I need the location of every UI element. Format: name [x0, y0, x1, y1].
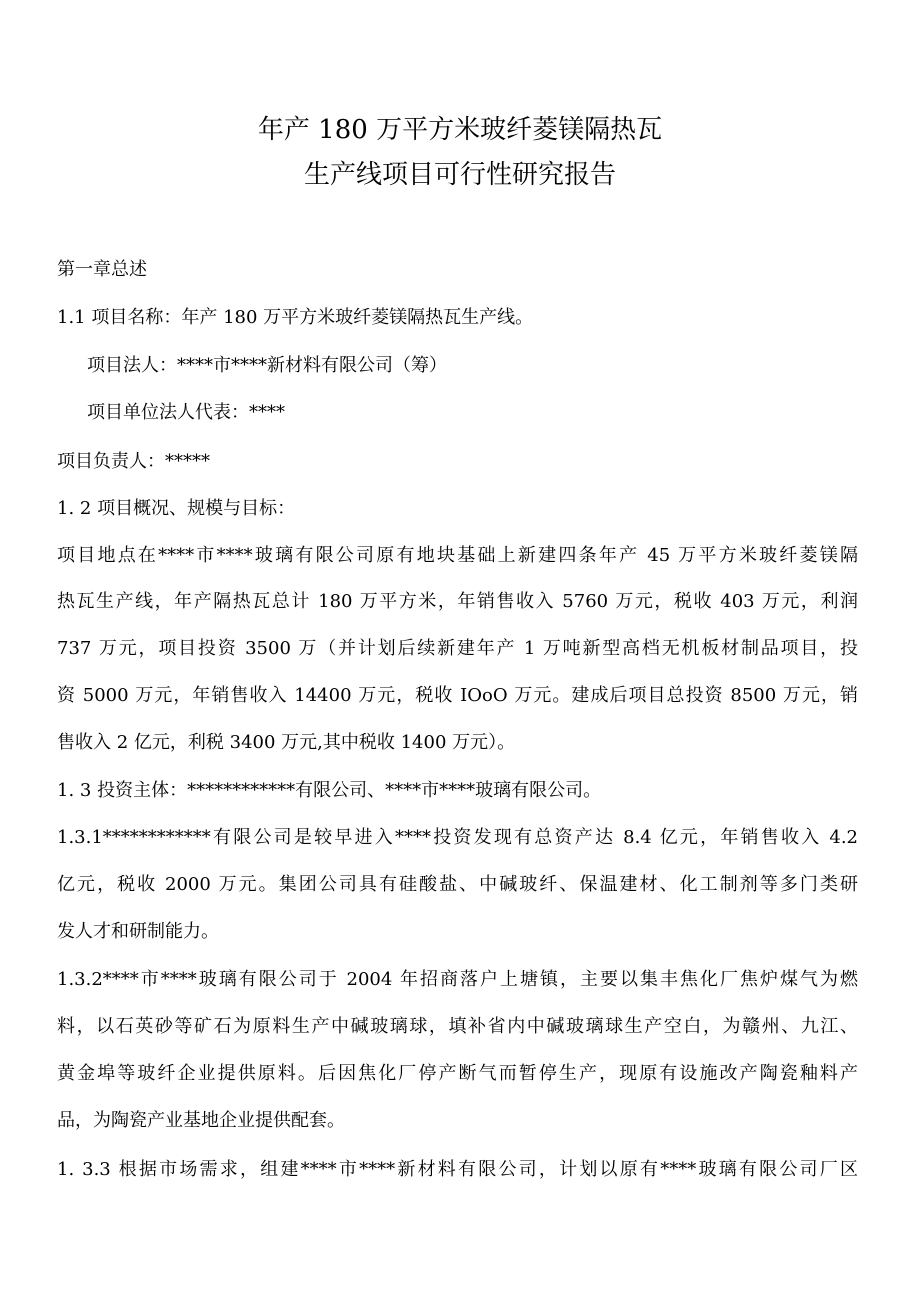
project-leader: 项目负责人：***** [57, 451, 210, 472]
paragraph-line: 亿元，税收 2000 万元。集团公司具有硅酸盐、中碱玻纤、保温建材、化工制剂等多门类研 [57, 874, 858, 895]
project-representative: 项目单位法人代表：**** [87, 402, 285, 423]
project-name: 1.1 项目名称：年产 180 万平方米玻纤菱镁隔热瓦生产线。 [57, 307, 534, 328]
paragraph-line: 项目地点在****市****玻璃有限公司原有地块基础上新建四条年产 45 万平方米玻纤菱镁隔 [57, 545, 858, 566]
paragraph-line: 资 5000 万元，年销售收入 14400 万元，税收 IOoO 万元。建成后项目总投资 8500 万元，销 [57, 685, 858, 706]
paragraph-line: 品，为陶瓷产业基地企业提供配套。 [57, 1110, 345, 1131]
document-title-line-1: 年产 180 万平方米玻纤菱镁隔热瓦 [257, 115, 663, 145]
paragraph-line: 737 万元，项目投资 3500 万（并计划后续新建年产 1 万吨新型高档无机板材制品项目，投 [57, 638, 858, 659]
paragraph-line: 1. 3.3 根据市场需求，组建****市****新材料有限公司，计划以原有****玻璃有限公司厂区 [57, 1159, 858, 1180]
chapter-heading: 第一章总述 [57, 259, 147, 280]
paragraph-line: 料，以石英砂等矿石为原料生产中碱玻璃球，填补省内中碱玻璃球生产空白，为赣州、九江、 [57, 1016, 858, 1037]
section-1-3-heading: 1. 3 投资主体：************有限公司、****市****玻璃有限公司。 [57, 780, 602, 801]
project-legal-person: 项目法人：****市****新材料有限公司（筹） [87, 355, 447, 376]
document-title-line-2: 生产线项目可行性研究报告 [303, 160, 616, 190]
section-1-2-heading: 1. 2 项目概况、规模与目标： [57, 498, 296, 519]
paragraph-line: 1.3.1************有限公司是较早进入****投资发现有总资产达 8.4 亿元，年销售收入 4.2 [57, 827, 858, 848]
paragraph-line: 售收入 2 亿元，利税 3400 万元,其中税收 1400 万元）。 [57, 732, 516, 753]
paragraph-line: 热瓦生产线，年产隔热瓦总计 180 万平方米，年销售收入 5760 万元，税收 403 万元，利润 [57, 591, 858, 612]
paragraph-line: 发人才和研制能力。 [57, 921, 219, 942]
paragraph-line: 黄金埠等玻纤企业提供原料。后因焦化厂停产断气而暂停生产，现原有设施改产陶瓷釉料产 [57, 1063, 858, 1084]
paragraph-line: 1.3.2****市****玻璃有限公司于 2004 年招商落户上塘镇，主要以集丰焦化厂焦炉煤气为燃 [57, 969, 858, 990]
